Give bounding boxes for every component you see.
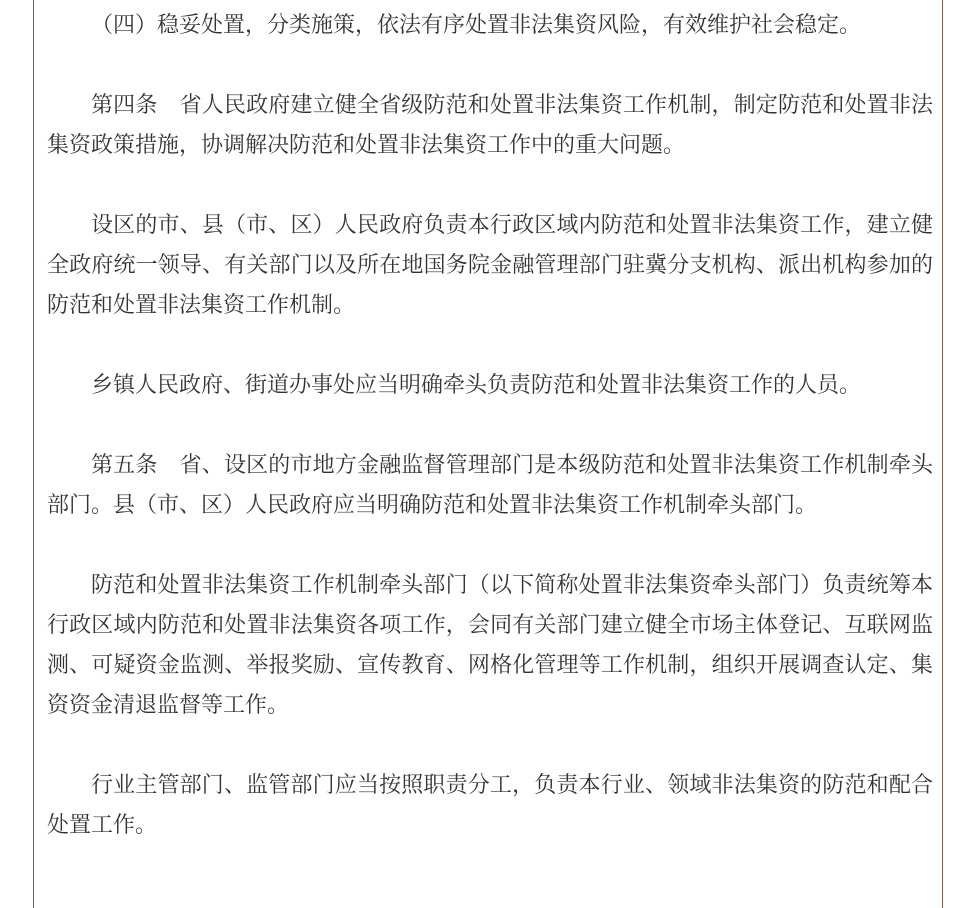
- paragraph-article-four: 第四条 省人民政府建立健全省级防范和处置非法集资工作机制，制定防范和处置非法集资政策措施，协调解决防范和处置非法集资工作中的重大问题。: [47, 93, 933, 158]
- paragraph-lead-department-duty: 防范和处置非法集资工作机制牵头部门（以下简称处置非法集资牵头部门）负责统筹本行政区域内防范和处置非法集资各项工作，会同有关部门建立健全市场主体登记、互联网监测、可疑资金监测、举报奖励、宣传教育、网格化管理等工作机制，组织开展调查认定、集资资金清退监督等工作。: [47, 573, 933, 718]
- paragraph-principle-four: （四）稳妥处置，分类施策，依法有序处置非法集资风险，有效维护社会稳定。: [91, 13, 862, 38]
- paragraph-city-county-duty: 设区的市、县（市、区）人民政府负责本行政区域内防范和处置非法集资工作，建立健全政府统一领导、有关部门以及所在地国务院金融管理部门驻冀分支机构、派出机构参加的防范和处置非法集资工作机制。: [47, 213, 933, 318]
- paragraph-industry-regulators: 行业主管部门、监管部门应当按照职责分工，负责本行业、领域非法集资的防范和配合处置工作。: [47, 773, 933, 838]
- paragraph-article-five: 第五条 省、设区的市地方金融监督管理部门是本级防范和处置非法集资工作机制牵头部门。县（市、区）人民政府应当明确防范和处置非法集资工作机制牵头部门。: [47, 453, 933, 518]
- paragraph-township-duty: 乡镇人民政府、街道办事处应当明确牵头负责防范和处置非法集资工作的人员。: [91, 373, 862, 398]
- document-body: [47, 6, 933, 846]
